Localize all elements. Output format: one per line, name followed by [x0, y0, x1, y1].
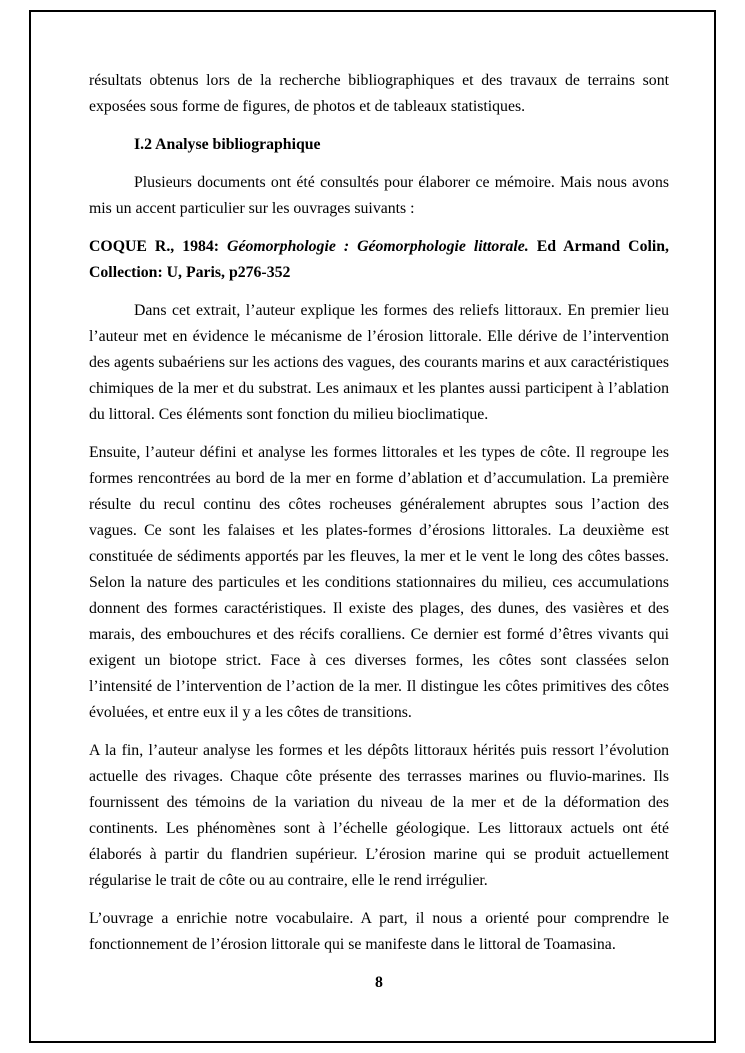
reference-author-year: COQUE R., 1984: [89, 238, 228, 255]
page-content [89, 68, 669, 970]
page-number: 8 [375, 974, 383, 991]
reference-title: Géomorphologie : Géomorphologie littorale. [227, 238, 529, 255]
paragraph-ensuite: Ensuite, l’auteur défini et analyse les formes littorales et les types de côte. Il regroupe les formes rencontrées au bord de la mer en forme d’ablation et d’accumulation. La première résulte du recul continu des côtes rocheuses généralement abruptes sous l’action des vagues. Ce sont les falaises et les plates-formes d’érosions littorales. La deuxième est constituée de sédiments apportés par les fleuves, la mer et le vent le long des côtes basses. Selon la nature des particules et les conditions stationnaires du milieu, ces accumulations donnent des formes caractéristiques. Il existe des plages, des dunes, des vasières et des marais, des embouchures et des récifs coralliens. Ce dernier est formé d’êtres vivants qui exigent un biotope strict. Face à ces diverses formes, les côtes sont classées selon l’intensité de l’intervention de l’action de la mer. Il distingue les côtes primitives des côtes évoluées, et entre eux il y a les côtes de transitions. [89, 444, 669, 721]
section-heading: I.2 Analyse bibliographique [134, 136, 321, 153]
reference-citation [89, 234, 669, 286]
paragraph-documents: Plusieurs documents ont été consultés pour élaborer ce mémoire. Mais nous avons mis un accent particulier sur les ouvrages suivants : [89, 174, 669, 217]
reference-publisher: Ed Armand Colin, Collection: U, Paris, p276-352 [89, 238, 669, 281]
paragraph-extrait: Dans cet extrait, l’auteur explique les formes des reliefs littoraux. En premier lieu l’auteur met en évidence le mécanisme de l’érosion littorale. Elle dérive de l’intervention des agents subaériens sur les actions des vagues, des courants marins et aux caractéristiques chimiques de la mer et du substrat. Les animaux et les plantes aussi participent à l’ablation du littoral. Ces éléments sont fonction du milieu bioclimatique. [89, 302, 669, 423]
page-border [29, 10, 716, 1043]
paragraph-continuation: résultats obtenus lors de la recherche bibliographiques et des travaux de terrains sont exposées sous forme de figures, de photos et de tableaux statistiques. [89, 72, 669, 115]
paragraph-fin: A la fin, l’auteur analyse les formes et les dépôts littoraux hérités puis ressort l’évolution actuelle des rivages. Chaque côte présente des terrasses marines ou fluvio-marines. Ils fournissent des témoins de la variation du niveau de la mer et de la déformation des continents. Les phénomènes sont à l’échelle géologique. Les littoraux actuels ont été élaborés à partir du flandrien supérieur. L’érosion marine qui se produit actuellement régularise le trait de côte ou au contraire, elle le rend irrégulier. [89, 742, 669, 889]
paragraph-ouvrage: L’ouvrage a enrichie notre vocabulaire. A part, il nous a orienté pour comprendre le fonctionnement de l’érosion littorale qui se manifeste dans le littoral de Toamasina. [89, 910, 669, 953]
